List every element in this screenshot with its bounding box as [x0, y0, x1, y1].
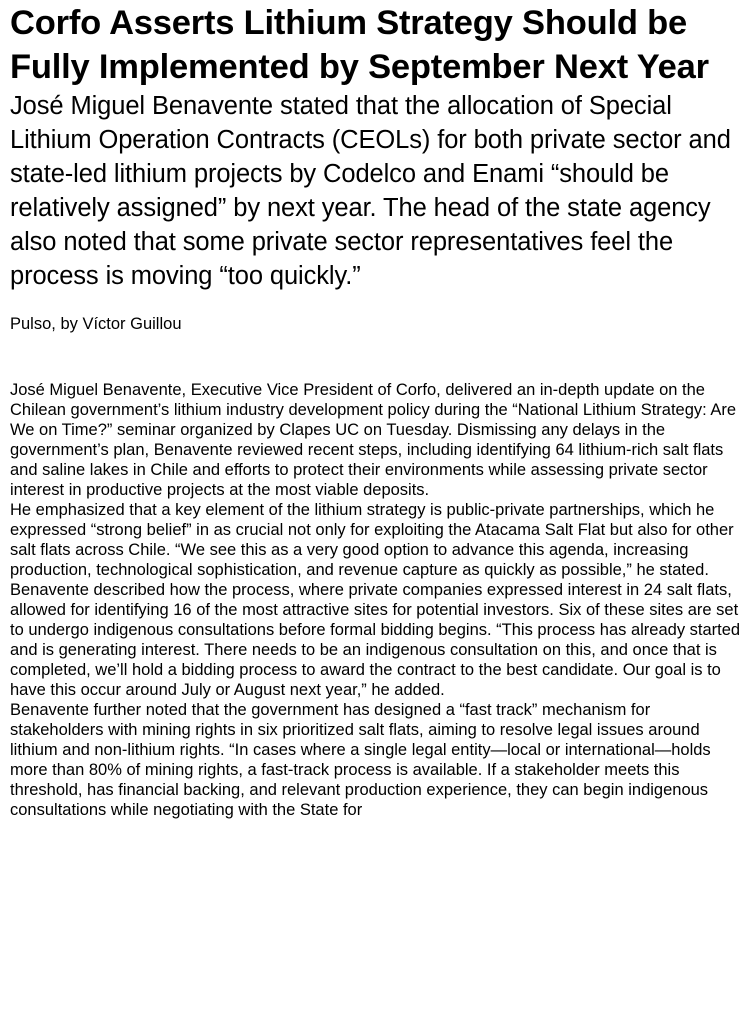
article — [10, 0, 744, 820]
body-paragraph-2: He emphasized that a key element of the lithium strategy is public-private partnerships, which he expressed “strong belief” in as crucial not only for exploiting the Atacama Salt Flat but also for other salt flats across Chile. “We see this as a very good option to advance this agenda, increasing production, technological sophistication, and revenue capture as quickly as possible,” he stated. — [10, 501, 734, 579]
body-paragraph-4: Benavente further noted that the government has designed a “fast track” mechanism for stakeholders with mining rights in six prioritized salt flats, aiming to resolve legal issues around lithium and non-lithium rights. “In cases where a single legal entity—local or international—holds more than 80% of mining rights, a fast-track process is available. If a stakeholder meets this threshold, has financial backing, and relevant production experience, they can begin indigenous consultations while negotiating with the State for — [10, 701, 711, 819]
article-subheadline: José Miguel Benavente stated that the allocation of Special Lithium Operation Contracts (CEOLs) for both private sector and state-led lithium projects by Codelco and Enami “should be relatively assigned” by next year. The head of the state agency also noted that some private sector representatives feel the process is moving “too quickly.” — [10, 92, 731, 290]
body-paragraph-1: José Miguel Benavente, Executive Vice President of Corfo, delivered an in-depth update on the Chilean government’s lithium industry development policy during the “National Lithium Strategy: Are We on Time?” seminar organized by Clapes UC on Tuesday. Dismissing any delays in the government’s plan, Benavente reviewed recent steps, including identifying 64 lithium-rich salt flats and saline lakes in Chile and efforts to protect their environments while assessing private sector interest in productive projects at the most viable deposits. — [10, 381, 737, 499]
article-byline: Pulso, by Víctor Guillou — [10, 315, 182, 333]
article-body — [10, 380, 744, 820]
article-headline: Corfo Asserts Lithium Strategy Should be Fully Implemented by September Next Year — [10, 4, 709, 86]
body-paragraph-3: Benavente described how the process, where private companies expressed interest in 24 salt flats, allowed for identifying 16 of the most attractive sites for potential investors. Six of these sites are set to undergo indigenous consultations before formal bidding begins. “This process has already started and is generating interest. There needs to be an indigenous consultation on this, and once that is completed, we’ll hold a bidding process to award the contract to the best candidate. Our goal is to have this occur around July or August next year,” he added. — [10, 581, 741, 699]
